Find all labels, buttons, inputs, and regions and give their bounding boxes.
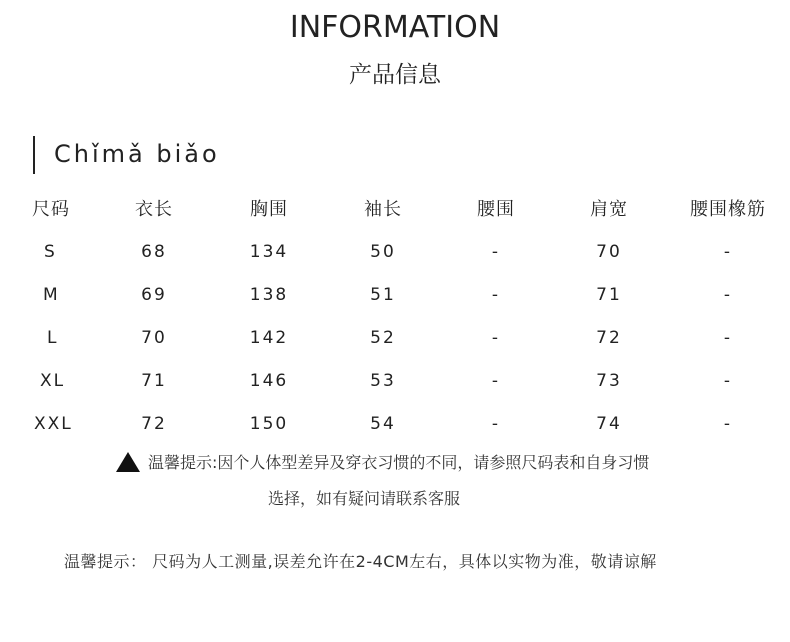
table-cell: - [491,370,501,391]
table-row [10,273,790,316]
size-cell: M [43,284,60,305]
table-cell: 70 [596,241,622,262]
table-cell: 74 [596,413,622,434]
table-cell: 71 [596,284,622,305]
table-cell: 146 [249,370,289,391]
table-cell: - [491,413,501,434]
table-cell: 68 [141,241,167,262]
notice-text-1: 温馨提示:因个人体型差异及穿衣习惯的不同，请参照尺码表和自身习惯 [148,453,650,472]
table-cell: 51 [370,284,396,305]
table-cell: - [723,241,733,262]
table-row [10,316,790,359]
table-cell: - [723,284,733,305]
table-cell: 71 [141,370,167,391]
table-cell: - [723,413,733,434]
section-accent-bar [33,136,35,174]
table-cell: 54 [370,413,396,434]
table-cell: - [491,327,501,348]
table-row [10,359,790,402]
table-cell: 134 [249,241,289,262]
title-english: INFORMATION [289,10,501,45]
table-cell: 70 [141,327,167,348]
size-cell: S [44,241,57,262]
table-cell: 72 [596,327,622,348]
table-cell: 142 [249,327,289,348]
triangle-icon [116,452,140,472]
table-cell: 150 [249,413,289,434]
table-row [10,402,790,445]
table-cell: 69 [141,284,167,305]
table-cell: - [491,284,501,305]
table-cell: 52 [370,327,396,348]
size-table [10,186,790,445]
column-header: 肩宽 [590,199,628,220]
table-cell: 53 [370,370,396,391]
column-header: 腰围橡筋 [690,199,766,220]
size-cell: XL [40,370,66,391]
column-header: 袖长 [364,199,402,220]
table-row [10,230,790,273]
column-header: 尺码 [32,199,70,220]
table-cell: 138 [249,284,289,305]
notice-line-1 [116,450,649,473]
column-header: 腰围 [477,199,515,220]
size-cell: XXL [34,413,73,434]
title-chinese: 产品信息 [349,62,441,88]
table-cell: - [491,241,501,262]
notice-text-2: 选择，如有疑问请联系客服 [267,489,460,508]
column-header: 衣长 [135,199,173,220]
table-cell: - [723,370,733,391]
size-cell: L [47,327,59,348]
table-cell: 50 [370,241,396,262]
section-title: Chǐmǎ biǎo [54,140,220,168]
column-header: 胸围 [250,199,288,220]
table-cell: - [723,327,733,348]
table-cell: 72 [141,413,167,434]
table-header-row [10,186,790,230]
table-cell: 73 [596,370,622,391]
footer-notice: 温馨提示： 尺码为人工测量,误差允许在2-4CM左右，具体以实物为准，敬请谅解 [64,552,657,571]
